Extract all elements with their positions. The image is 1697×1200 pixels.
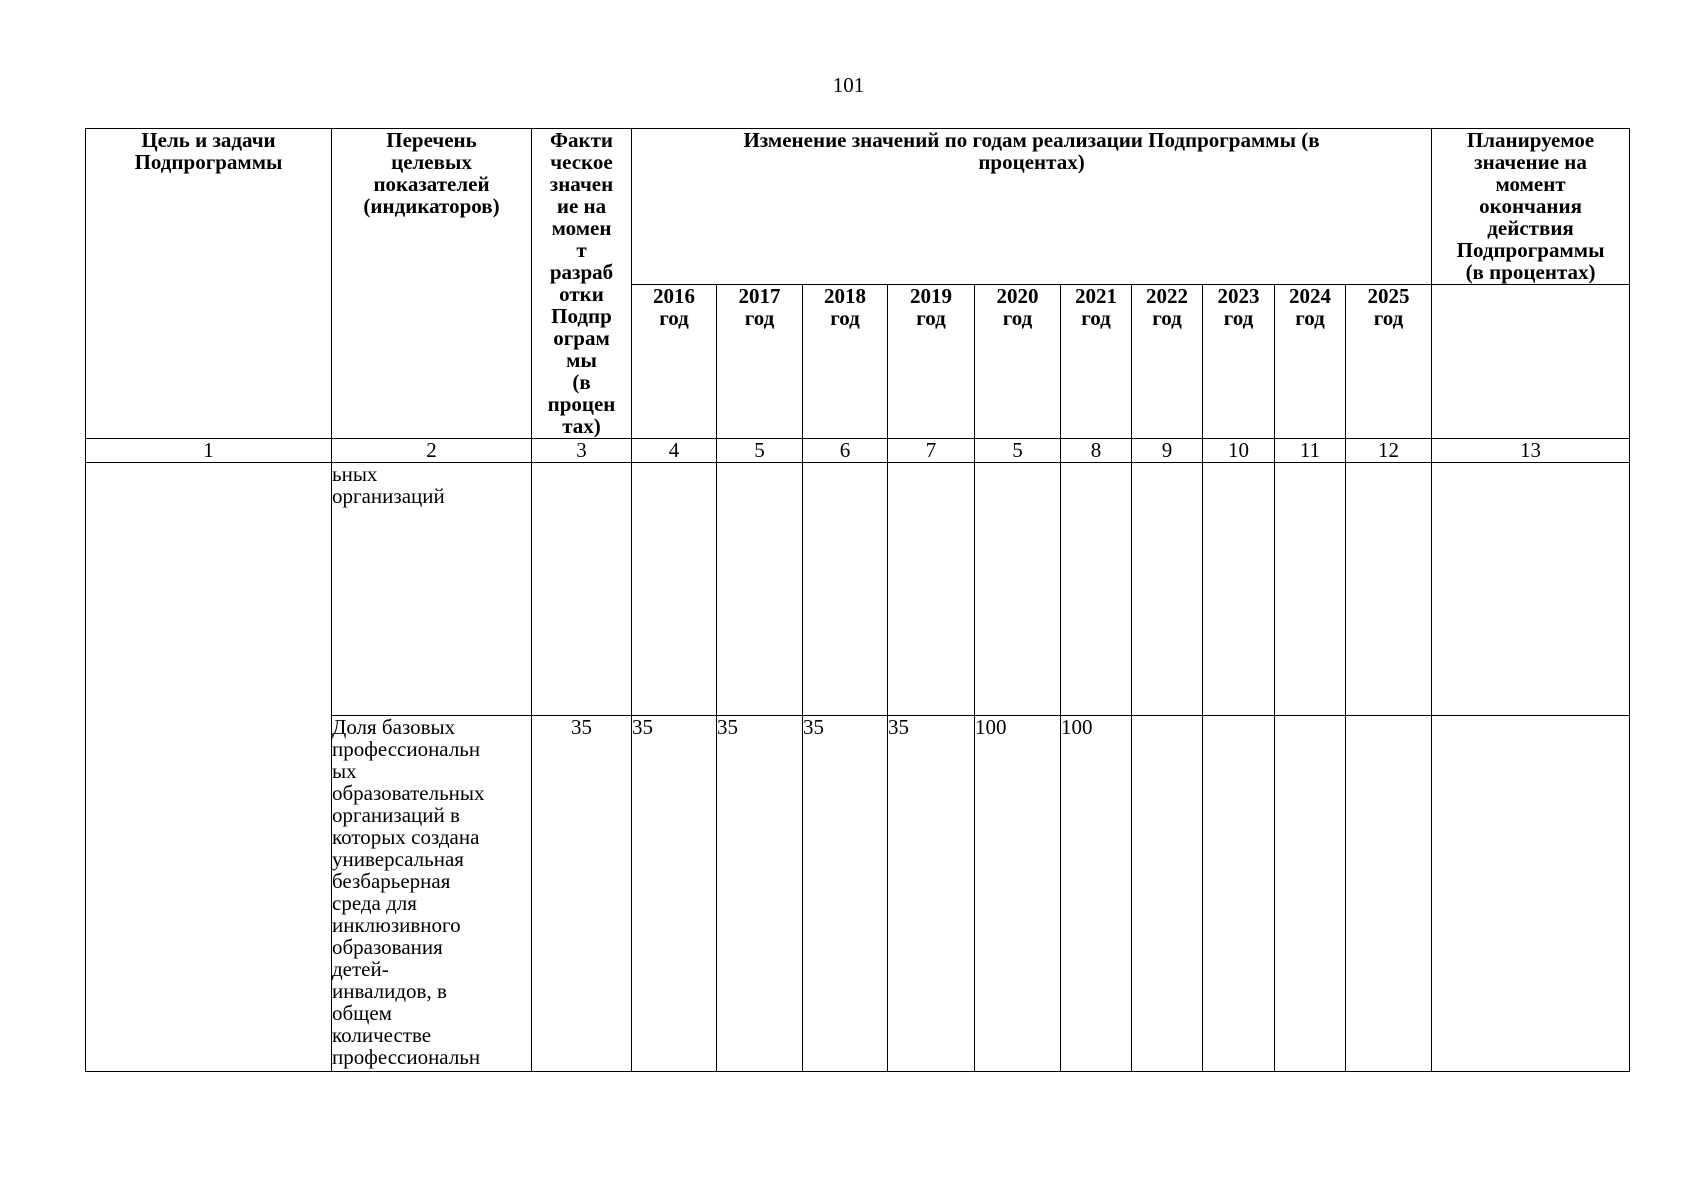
header-year-2025: 2025 год xyxy=(1346,285,1432,439)
header-indicators: Перечень целевых показателей (индикаторов) xyxy=(332,129,532,439)
year-value-cell xyxy=(632,463,717,716)
year-value-cell xyxy=(1275,716,1346,1072)
year-value-cell: 100 xyxy=(975,716,1061,1072)
header-row-main xyxy=(86,129,1630,285)
column-number: 6 xyxy=(803,439,888,463)
planned-value-cell xyxy=(1432,463,1630,716)
year-value-cell xyxy=(1132,716,1203,1072)
year-value-cell xyxy=(1275,463,1346,716)
year-value-cell: 35 xyxy=(803,716,888,1072)
indicator-cell: ьных организаций xyxy=(332,463,532,716)
table-row xyxy=(86,463,1630,716)
actual-value-cell: 35 xyxy=(532,716,632,1072)
column-number: 3 xyxy=(532,439,632,463)
column-number: 9 xyxy=(1132,439,1203,463)
year-value-cell xyxy=(1203,463,1275,716)
year-value-cell: 35 xyxy=(632,716,717,1072)
header-year-2021: 2021 год xyxy=(1061,285,1132,439)
actual-value-cell xyxy=(532,463,632,716)
year-value-cell xyxy=(803,463,888,716)
year-value-cell xyxy=(975,463,1061,716)
column-number: 5 xyxy=(717,439,803,463)
column-number: 4 xyxy=(632,439,717,463)
column-number-row xyxy=(86,439,1630,463)
header-year-2024: 2024 год xyxy=(1275,285,1346,439)
header-year-2020: 2020 год xyxy=(975,285,1061,439)
year-value-cell xyxy=(1346,716,1432,1072)
header-year-2022: 2022 год xyxy=(1132,285,1203,439)
column-number: 12 xyxy=(1346,439,1432,463)
header-planned-value-blank xyxy=(1432,285,1630,439)
year-value-cell: 100 xyxy=(1061,716,1132,1072)
indicators-table xyxy=(85,128,1630,1072)
planned-value-cell xyxy=(1432,716,1630,1072)
column-number: 8 xyxy=(1061,439,1132,463)
year-value-cell xyxy=(888,463,975,716)
year-value-cell xyxy=(1061,463,1132,716)
year-value-cell xyxy=(717,463,803,716)
column-number: 10 xyxy=(1203,439,1275,463)
column-number: 7 xyxy=(888,439,975,463)
column-number: 13 xyxy=(1432,439,1630,463)
header-planned-value: Планируемое значение на момент окончания действия Подпрограммы (в процентах) xyxy=(1432,129,1630,285)
year-value-cell xyxy=(1346,463,1432,716)
indicator-cell: Доля базовых профессиональн ых образовательных организаций в которых создана универсальная безбарьерная среда для инклюзивного образования детей- инвалидов, в общем количестве профессиональн xyxy=(332,716,532,1072)
year-value-cell: 35 xyxy=(717,716,803,1072)
header-goal: Цель и задачи Подпрограммы xyxy=(86,129,332,439)
column-number: 11 xyxy=(1275,439,1346,463)
page-number: 101 xyxy=(832,73,865,97)
header-year-2019: 2019 год xyxy=(888,285,975,439)
header-yearly-change: Изменение значений по годам реализации Подпрограммы (в процентах) xyxy=(632,129,1432,285)
header-year-2018: 2018 год xyxy=(803,285,888,439)
header-year-2016: 2016 год xyxy=(632,285,717,439)
column-number: 1 xyxy=(86,439,332,463)
column-number: 5 xyxy=(975,439,1061,463)
year-value-cell xyxy=(1203,716,1275,1072)
column-number: 2 xyxy=(332,439,532,463)
year-value-cell xyxy=(1132,463,1203,716)
header-year-2017: 2017 год xyxy=(717,285,803,439)
year-value-cell: 35 xyxy=(888,716,975,1072)
goal-cell xyxy=(86,463,332,1072)
header-actual-value: Факти ческое значен ие на момен т разраб отки Подпр ограм мы (в процен тах) xyxy=(532,129,632,439)
header-year-2023: 2023 год xyxy=(1203,285,1275,439)
